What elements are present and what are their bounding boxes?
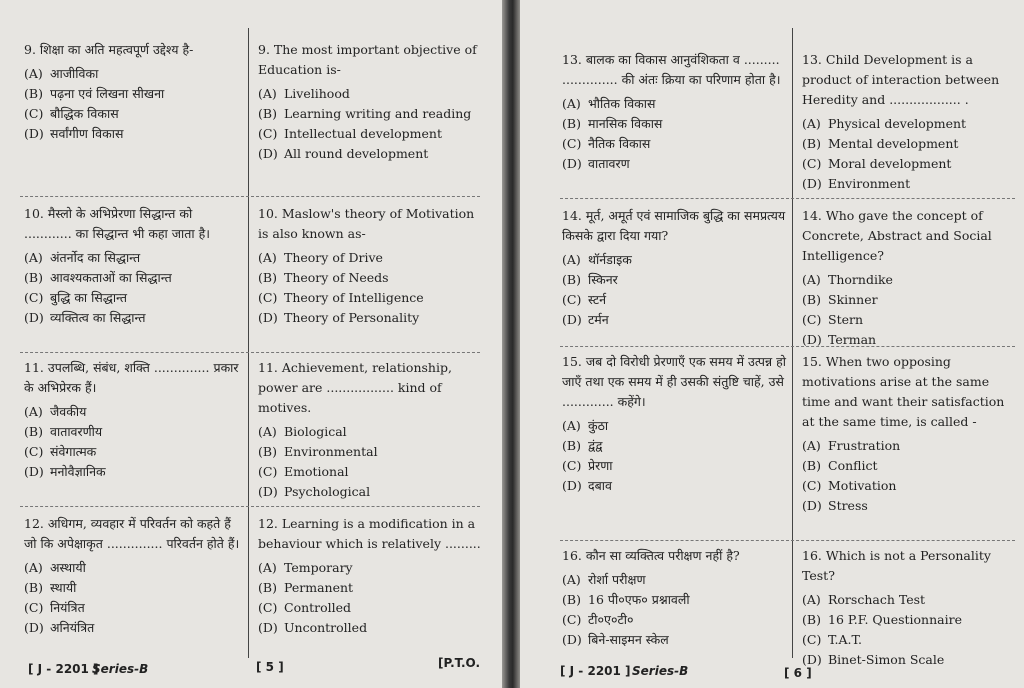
option-letter: (C) [802, 632, 822, 647]
answer-option [24, 618, 242, 638]
option-text: Mental development [828, 136, 959, 151]
answer-option [24, 64, 242, 84]
option-letter: (A) [802, 592, 821, 607]
answer-option [802, 590, 1018, 610]
option-text: Learning writing and reading [284, 106, 472, 121]
option-letter: (C) [802, 312, 822, 327]
option-text: 16 P.F. Questionnaire [828, 612, 962, 627]
option-text: प्रेरणा [588, 458, 613, 473]
question-en [802, 546, 1018, 670]
answer-option [562, 456, 788, 476]
option-text: अंतर्नोद का सिद्धान्त [50, 250, 141, 265]
answer-option [258, 422, 483, 442]
question-number: 13. [562, 52, 582, 67]
question-number: 10. [258, 206, 278, 221]
answer-option [802, 174, 1018, 194]
answer-option [802, 154, 1018, 174]
question-stem [258, 204, 483, 244]
column-divider [248, 28, 249, 658]
option-letter: (A) [562, 418, 581, 433]
option-letter: (B) [24, 580, 43, 595]
answer-option [24, 598, 242, 618]
option-text: जैवकीय [50, 404, 87, 419]
option-letter: (D) [258, 146, 278, 161]
answer-option [258, 144, 483, 164]
question-stem [802, 206, 1018, 266]
question-en [258, 358, 483, 502]
answer-option [24, 422, 242, 442]
question-number: 12. [258, 516, 278, 531]
option-text: रोर्शा परीक्षण [588, 572, 646, 587]
answer-option [24, 578, 242, 598]
option-text: Psychological [284, 484, 371, 499]
answer-option [802, 134, 1018, 154]
option-text: Motivation [828, 478, 897, 493]
answer-option [802, 114, 1018, 134]
option-text: T.A.T. [828, 632, 862, 647]
footer-code: [ J - 2201 ] [28, 662, 99, 676]
option-text: मनोवैज्ञानिक [50, 464, 106, 479]
question-text: Learning is a modification in a behaviour which is relatively ......... [258, 516, 481, 551]
answer-option [562, 250, 788, 270]
answer-option [802, 496, 1018, 516]
answer-option [24, 288, 242, 308]
question-text: Maslow's theory of Motivation is also known as- [258, 206, 475, 241]
answer-option [802, 456, 1018, 476]
option-letter: (A) [802, 272, 821, 287]
question-stem [258, 40, 483, 80]
option-letter: (D) [24, 126, 44, 141]
question-text: शिक्षा का अति महत्वपूर्ण उद्देश्य है- [39, 42, 194, 57]
question-separator [560, 198, 1015, 199]
option-letter: (B) [802, 612, 821, 627]
answer-option [562, 114, 788, 134]
option-letter: (D) [562, 478, 582, 493]
option-letter: (B) [802, 458, 821, 473]
option-letter: (A) [24, 404, 43, 419]
option-text: Livelihood [284, 86, 350, 101]
answer-option [562, 270, 788, 290]
answer-option [24, 558, 242, 578]
option-letter: (B) [258, 580, 277, 595]
option-text: Binet-Simon Scale [828, 652, 945, 667]
option-text: थॉर्नडाइक [588, 252, 632, 267]
option-text: नैतिक विकास [588, 136, 651, 151]
question-en [802, 352, 1018, 516]
option-letter: (A) [24, 560, 43, 575]
answer-option [258, 124, 483, 144]
footer-page: [ 6 ] [784, 666, 812, 680]
option-text: Permanent [284, 580, 354, 595]
question-en [258, 204, 483, 328]
option-text: Terman [828, 332, 877, 347]
answer-option [258, 482, 483, 502]
option-text: सर्वांगीण विकास [50, 126, 124, 141]
option-letter: (A) [562, 252, 581, 267]
option-text: Temporary [284, 560, 353, 575]
question-hi [24, 40, 242, 144]
option-text: Emotional [284, 464, 349, 479]
option-letter: (B) [562, 438, 581, 453]
footer-series: Series-B [632, 664, 689, 678]
option-letter: (A) [562, 572, 581, 587]
option-letter: (B) [802, 136, 821, 151]
option-letter: (D) [258, 484, 278, 499]
option-letter: (A) [24, 250, 43, 265]
option-letter: (C) [24, 600, 44, 615]
option-text: स्टर्न [588, 292, 607, 307]
question-hi [24, 358, 242, 482]
question-text: Which is not a Personality Test? [802, 548, 991, 583]
question-text: बालक का विकास आनुवंशिकता व ......... .............. की अंतः क्रिया का परिणाम होता है। [562, 52, 781, 87]
question-stem [802, 352, 1018, 432]
option-text: Theory of Personality [284, 310, 420, 325]
option-letter: (C) [258, 126, 278, 141]
option-letter: (C) [562, 292, 582, 307]
question-stem [24, 204, 242, 244]
option-letter: (C) [24, 106, 44, 121]
option-text: All round development [284, 146, 429, 161]
answer-option [24, 248, 242, 268]
question-number: 16. [562, 548, 582, 563]
question-text: Achievement, relationship, power are ................. kind of motives. [258, 360, 452, 415]
answer-option [802, 310, 1018, 330]
question-stem [802, 50, 1018, 110]
answer-option [258, 462, 483, 482]
question-text: उपलब्धि, संबंध, शक्ति .............. प्रकार के अभिप्रेरक हैं। [24, 360, 239, 395]
answer-option [802, 436, 1018, 456]
option-letter: (D) [258, 620, 278, 635]
option-letter: (B) [24, 424, 43, 439]
option-text: द्वंद्व [588, 438, 603, 453]
question-separator [20, 506, 480, 507]
question-text: जब दो विरोधी प्रेरणाएँ एक समय में उत्पन्न हो जाएँ तथा एक समय में ही उसकी संतुष्टि चाहें, उसे ............. कहेंगे। [562, 354, 786, 409]
question-separator [20, 352, 480, 353]
question-text: Who gave the concept of Concrete, Abstract and Social Intelligence? [802, 208, 992, 263]
option-text: Environment [828, 176, 911, 191]
option-text: Environmental [284, 444, 378, 459]
question-separator [560, 540, 1015, 541]
option-letter: (B) [24, 86, 43, 101]
question-number: 11. [24, 360, 44, 375]
option-letter: (D) [24, 310, 44, 325]
option-letter: (C) [24, 290, 44, 305]
option-text: Theory of Needs [284, 270, 389, 285]
footer-page: [ 5 ] [256, 660, 284, 674]
question-number: 12. [24, 516, 44, 531]
option-text: बिने-साइमन स्केल [588, 632, 669, 647]
option-text: आवश्यकताओं का सिद्धान्त [50, 270, 172, 285]
question-hi [24, 204, 242, 328]
option-letter: (B) [24, 270, 43, 285]
option-letter: (C) [258, 464, 278, 479]
option-text: वातावरण [588, 156, 630, 171]
footer-pto: [P.T.O. [438, 656, 481, 670]
answer-option [258, 558, 483, 578]
option-text: बुद्धि का सिद्धान्त [50, 290, 128, 305]
option-text: टर्मन [588, 312, 609, 327]
option-letter: (C) [802, 478, 822, 493]
question-text: Child Development is a product of interaction between Heredity and .................. . [802, 52, 1000, 107]
option-letter: (B) [562, 592, 581, 607]
question-number: 10. [24, 206, 44, 221]
option-letter: (A) [258, 424, 277, 439]
option-text: Rorschach Test [828, 592, 926, 607]
answer-option [802, 650, 1018, 670]
answer-option [258, 442, 483, 462]
answer-option [562, 94, 788, 114]
question-number: 11. [258, 360, 278, 375]
option-text: Skinner [828, 292, 878, 307]
answer-option [802, 476, 1018, 496]
question-stem [24, 514, 242, 554]
question-hi [562, 352, 788, 496]
answer-option [562, 630, 788, 650]
option-text: Theory of Intelligence [284, 290, 424, 305]
answer-option [258, 104, 483, 124]
option-text: बौद्धिक विकास [50, 106, 119, 121]
answer-option [24, 268, 242, 288]
option-letter: (C) [24, 444, 44, 459]
option-letter: (D) [562, 156, 582, 171]
option-letter: (A) [802, 438, 821, 453]
question-en [802, 206, 1018, 350]
option-letter: (C) [562, 458, 582, 473]
option-text: Uncontrolled [284, 620, 368, 635]
question-number: 15. [802, 354, 822, 369]
option-text: दबाव [588, 478, 612, 493]
question-text: मूर्त, अमूर्त एवं सामाजिक बुद्धि का समप्रत्यय किसके द्वारा दिया गया? [562, 208, 786, 243]
option-text: अनियंत्रित [50, 620, 95, 635]
option-letter: (A) [258, 250, 277, 265]
option-text: Controlled [284, 600, 352, 615]
answer-option [258, 84, 483, 104]
question-number: 14. [562, 208, 582, 223]
question-number: 9. [24, 42, 36, 57]
answer-option [562, 310, 788, 330]
option-text: टी०ए०टी० [588, 612, 634, 627]
option-letter: (C) [258, 290, 278, 305]
answer-option [258, 268, 483, 288]
footer-series: Series-B [92, 662, 149, 676]
answer-option [24, 402, 242, 422]
option-text: भौतिक विकास [588, 96, 656, 111]
question-number: 13. [802, 52, 822, 67]
question-number: 16. [802, 548, 822, 563]
option-letter: (A) [24, 66, 43, 81]
question-en [258, 40, 483, 164]
option-letter: (C) [562, 612, 582, 627]
answer-option [802, 630, 1018, 650]
answer-option [258, 308, 483, 328]
option-letter: (D) [562, 632, 582, 647]
option-text: Intellectual development [284, 126, 443, 141]
option-letter: (A) [258, 560, 277, 575]
question-stem [24, 358, 242, 398]
question-stem [258, 358, 483, 418]
question-stem [24, 40, 242, 60]
option-text: Stress [828, 498, 868, 513]
answer-option [562, 134, 788, 154]
answer-option [562, 290, 788, 310]
question-hi [562, 546, 788, 650]
option-letter: (B) [258, 270, 277, 285]
question-stem [562, 352, 788, 412]
option-letter: (D) [802, 332, 822, 347]
option-text: Thorndike [828, 272, 893, 287]
answer-option [24, 104, 242, 124]
answer-option [258, 598, 483, 618]
answer-option [24, 442, 242, 462]
option-letter: (B) [802, 292, 821, 307]
option-letter: (D) [24, 620, 44, 635]
question-text: मैस्लो के अभिप्रेरणा सिद्धान्त को ............ का सिद्धान्त भी कहा जाता है। [24, 206, 210, 241]
question-stem [258, 514, 483, 554]
question-stem [562, 50, 788, 90]
answer-option [258, 288, 483, 308]
question-stem [562, 206, 788, 246]
option-letter: (B) [258, 106, 277, 121]
option-text: स्किनर [588, 272, 618, 287]
answer-option [562, 590, 788, 610]
question-stem [562, 546, 788, 566]
answer-option [802, 610, 1018, 630]
question-hi [24, 514, 242, 638]
answer-option [24, 308, 242, 328]
option-text: पढ़ना एवं लिखना सीखना [50, 86, 165, 101]
question-en [258, 514, 483, 638]
column-divider [792, 28, 793, 658]
option-letter: (A) [802, 116, 821, 131]
answer-option [562, 476, 788, 496]
option-letter: (A) [258, 86, 277, 101]
option-letter: (D) [802, 652, 822, 667]
question-hi [562, 50, 788, 174]
option-text: संवेगात्मक [50, 444, 97, 459]
question-number: 9. [258, 42, 270, 57]
option-text: Theory of Drive [284, 250, 383, 265]
option-text: कुंठा [588, 418, 609, 433]
question-text: When two opposing motivations arise at the same time and want their satisfaction at the same time, is called - [802, 354, 1005, 429]
right-page [520, 0, 1024, 688]
answer-option [24, 124, 242, 144]
answer-option [802, 290, 1018, 310]
answer-option [258, 578, 483, 598]
option-letter: (C) [802, 156, 822, 171]
answer-option [802, 330, 1018, 350]
option-letter: (D) [258, 310, 278, 325]
left-page [0, 0, 502, 688]
option-text: Biological [284, 424, 347, 439]
option-text: Stern [828, 312, 864, 327]
option-letter: (D) [24, 464, 44, 479]
answer-option [562, 436, 788, 456]
option-text: Conflict [828, 458, 878, 473]
option-text: नियंत्रित [50, 600, 85, 615]
option-text: आजीविका [50, 66, 99, 81]
answer-option [562, 416, 788, 436]
answer-option [562, 154, 788, 174]
question-hi [562, 206, 788, 330]
option-letter: (D) [802, 498, 822, 513]
option-letter: (C) [562, 136, 582, 151]
question-stem [802, 546, 1018, 586]
option-text: मानसिक विकास [588, 116, 663, 131]
option-letter: (D) [562, 312, 582, 327]
option-letter: (D) [802, 176, 822, 191]
option-letter: (B) [258, 444, 277, 459]
option-text: अस्थायी [50, 560, 86, 575]
option-text: व्यक्तित्व का सिद्धान्त [50, 310, 146, 325]
answer-option [24, 84, 242, 104]
question-text: The most important objective of Education is- [258, 42, 477, 77]
question-text: अधिगम, व्यवहार में परिवर्तन को कहते हैं जो कि अपेक्षाकृत .............. परिवर्तन होते हैं। [24, 516, 240, 551]
question-separator [20, 196, 480, 197]
option-text: वातावरणीय [50, 424, 103, 439]
book-gutter [502, 0, 520, 688]
answer-option [802, 270, 1018, 290]
answer-option [258, 618, 483, 638]
footer-code: [ J - 2201 ] [560, 664, 631, 678]
question-number: 14. [802, 208, 822, 223]
answer-option [24, 462, 242, 482]
option-text: Physical development [828, 116, 967, 131]
option-letter: (A) [562, 96, 581, 111]
answer-option [562, 610, 788, 630]
answer-option [258, 248, 483, 268]
option-text: Moral development [828, 156, 952, 171]
option-letter: (C) [258, 600, 278, 615]
option-letter: (B) [562, 116, 581, 131]
question-en [802, 50, 1018, 194]
option-text: स्थायी [50, 580, 77, 595]
option-letter: (B) [562, 272, 581, 287]
option-text: 16 पी०एफ० प्रश्नावली [588, 592, 690, 607]
question-text: कौन सा व्यक्तित्व परीक्षण नहीं है? [585, 548, 740, 563]
question-number: 15. [562, 354, 582, 369]
answer-option [562, 570, 788, 590]
option-text: Frustration [828, 438, 901, 453]
